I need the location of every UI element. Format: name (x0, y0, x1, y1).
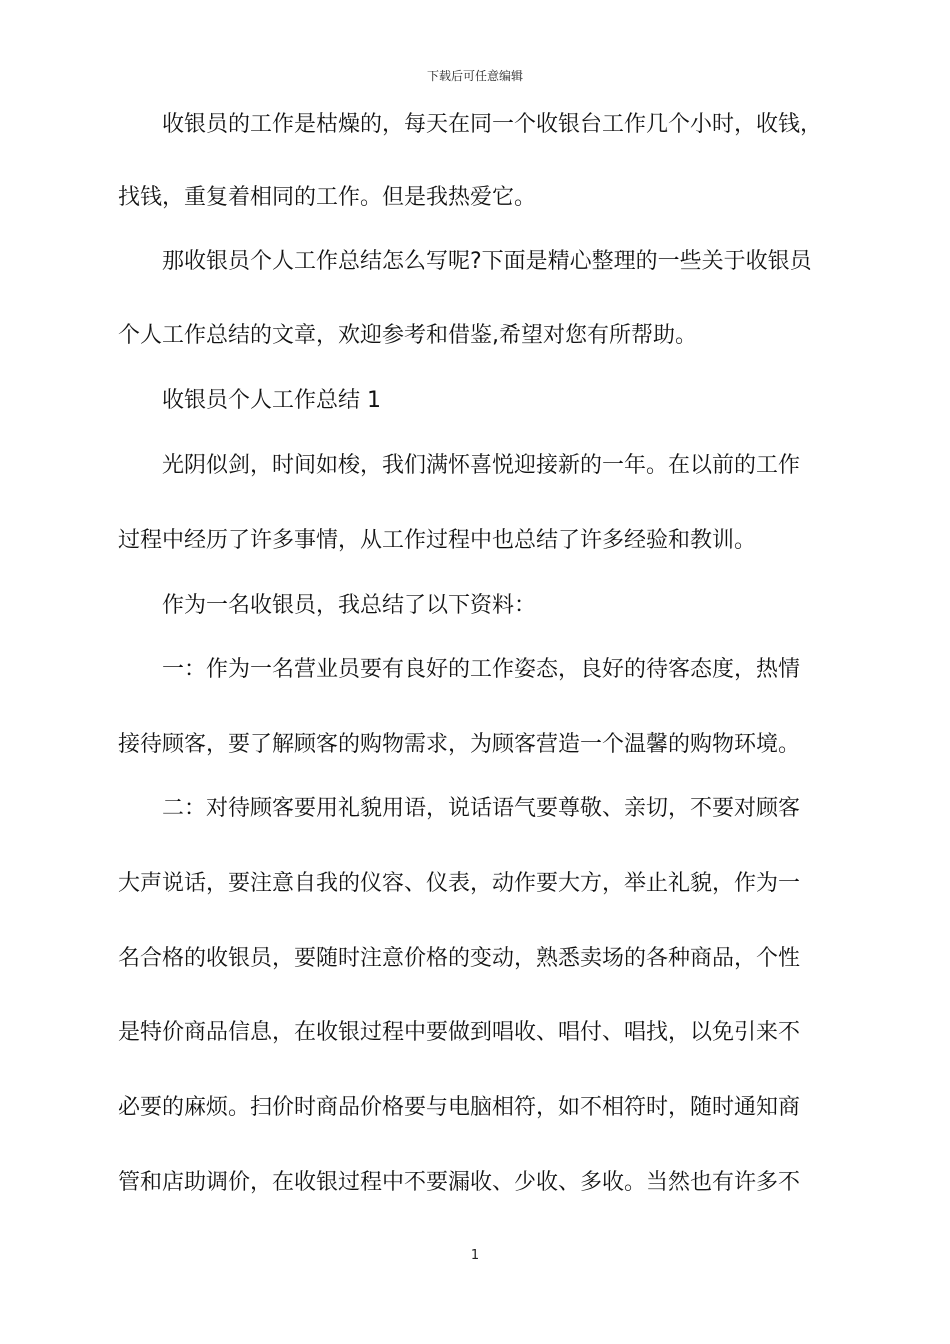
paragraph-line: 个人工作总结的文章，欢迎参考和借鉴,希望对您有所帮助。 (118, 323, 697, 348)
paragraph-line: 作为一名收银员，我总结了以下资料： (162, 593, 537, 618)
paragraph-line: 二：对待顾客要用礼貌用语，说话语气要尊敬、亲切，不要对顾客 (162, 796, 801, 821)
paragraph-line: 大声说话，要注意自我的仪容、仪表，动作要大方，举止礼貌，作为一 (118, 871, 801, 896)
paragraph-line: 光阴似剑，时间如梭，我们满怀喜悦迎接新的一年。在以前的工作 (162, 453, 801, 478)
paragraph-line: 是特价商品信息，在收银过程中要做到唱收、唱付、唱找，以免引来不 (118, 1020, 801, 1045)
paragraph-line: 名合格的收银员，要随时注意价格的变动，熟悉卖场的各种商品，个性 (118, 946, 801, 971)
paragraph-line: 找钱，重复着相同的工作。但是我热爱它。 (118, 185, 537, 210)
paragraph-line: 收银员的工作是枯燥的，每天在同一个收银台工作几个小时，收钱， (162, 112, 823, 137)
paragraph-line: 管和店助调价，在收银过程中不要漏收、少收、多收。当然也有许多不 (118, 1170, 801, 1195)
paragraph-line: 一：作为一名营业员要有良好的工作姿态，良好的待客态度，热情 (162, 657, 801, 682)
page-header: 下载后可任意编辑 (426, 69, 523, 83)
page-number: 1 (470, 1248, 480, 1263)
paragraph-line: 过程中经历了许多事情，从工作过程中也总结了许多经验和教训。 (118, 528, 757, 553)
paragraph-line: 必要的麻烦。扫价时商品价格要与电脑相符，如不相符时，随时通知商 (118, 1095, 801, 1120)
paragraph-line: 接待顾客，要了解顾客的购物需求，为顾客营造一个温馨的购物环境。 (118, 732, 801, 757)
section-heading: 收银员个人工作总结 1 (162, 388, 381, 413)
paragraph-line: 那收银员个人工作总结怎么写呢?下面是精心整理的一些关于收银员 (162, 249, 812, 274)
